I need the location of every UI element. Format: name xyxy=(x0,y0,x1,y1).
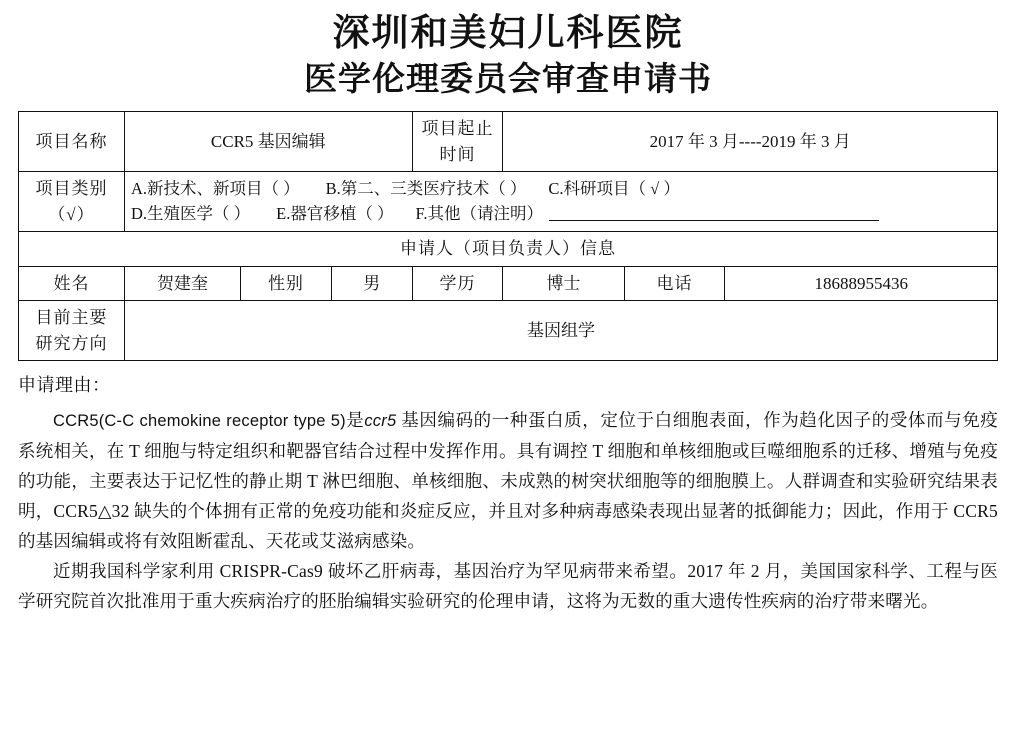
project-name-label: 项目名称 xyxy=(19,112,125,172)
category-other-input[interactable] xyxy=(549,205,879,221)
category-option-e[interactable]: E.器官移植（ ） xyxy=(276,203,394,223)
category-option-a[interactable]: A.新技术、新项目（ ） xyxy=(130,178,300,198)
research-direction-label-line1: 目前主要 xyxy=(35,308,108,328)
name-label: 姓名 xyxy=(19,266,125,301)
category-option-c[interactable]: C.科研项目（ √ ） xyxy=(548,178,680,198)
category-option-d[interactable]: D.生殖医学（ ） xyxy=(130,203,251,223)
category-option-f[interactable]: F.其他（请注明） xyxy=(415,203,543,223)
category-options-line2 xyxy=(131,202,991,227)
table-row-applicant-info xyxy=(19,266,998,301)
table-row-research xyxy=(19,301,998,361)
reason-p1-connector: 是 xyxy=(345,410,365,431)
gender-label: 性别 xyxy=(241,266,332,301)
application-form-table xyxy=(18,111,998,361)
category-options-line1 xyxy=(131,177,991,202)
form-title: 医学伦理委员会审查申请书 xyxy=(304,59,712,99)
application-reason-body xyxy=(18,405,998,616)
education-value: 博士 xyxy=(503,266,624,301)
table-row-category xyxy=(19,172,998,232)
category-options xyxy=(124,172,997,232)
research-direction-value: 基因组学 xyxy=(124,301,997,361)
reason-paragraph-1 xyxy=(18,405,998,556)
project-name-value: CCR5 基因编辑 xyxy=(124,112,412,172)
reason-p1-latin: CCR5(C-C chemokine receptor type 5) xyxy=(53,412,346,431)
application-reason-label: 申请理由： xyxy=(18,375,111,396)
project-period-label-line1: 项目起止 xyxy=(421,119,494,139)
reason-paragraph-2: 近期我国科学家利用 CRISPR-Cas9 破坏乙肝病毒，基因治疗为罕见病带来希望。2017 年 2 月，美国国家科学、工程与医学研究院首次批准用于重大疾病治疗的胚胎编辑实验研究的伦理申请，这将为无数的重大遗传性疾病的治疗带来曙光。 xyxy=(18,560,998,611)
research-direction-label xyxy=(19,301,125,361)
reason-p1-gene-italic: ccr5 xyxy=(364,412,397,431)
category-option-b[interactable]: B.第二、三类医疗技术（ ） xyxy=(325,178,527,198)
hospital-name: 深圳和美妇儿科医院 xyxy=(332,11,684,54)
category-label-line1: 项目类别 xyxy=(35,179,108,199)
project-period-label xyxy=(412,112,503,172)
category-label xyxy=(19,172,125,232)
project-period-value: 2017 年 3 月----2019 年 3 月 xyxy=(503,112,998,172)
gender-value: 男 xyxy=(331,266,412,301)
category-label-line2: （√） xyxy=(48,204,95,224)
name-value: 贺建奎 xyxy=(124,266,240,301)
table-row-project xyxy=(19,112,998,172)
project-period-label-line2: 时间 xyxy=(439,144,476,164)
applicant-section-title: 申请人（项目负责人）信息 xyxy=(19,232,998,267)
table-row-applicant-band xyxy=(19,232,998,267)
reason-p1-rest: 基因编码的一种蛋白质，定位于白细胞表面，作为趋化因子的受体而与免疫系统相关，在 T 细胞与特定组织和靶器官结合过程中发挥作用。具有调控 T 细胞和单核细胞或巨噬细胞系的迁移、增殖与免疫的功能，主要表达于记忆性的静止期 T 淋巴细胞、单核细胞、未成熟的树突状细胞等的细胞膜上。人群调查和实验研究结果表明，CCR5△32 缺失的个体拥有正常的免疫功能和炎症反应，并且对多种病毒感染表现出显著的抵御能力；因此，作用于 CCR5 的基因编辑或将有效阻断霍乱、天花或艾滋病感染。 xyxy=(18,410,998,551)
document-title xyxy=(18,10,998,101)
research-direction-label-line2: 研究方向 xyxy=(35,333,108,353)
phone-value: 18688955436 xyxy=(725,266,998,301)
phone-label: 电话 xyxy=(624,266,725,301)
education-label: 学历 xyxy=(412,266,503,301)
